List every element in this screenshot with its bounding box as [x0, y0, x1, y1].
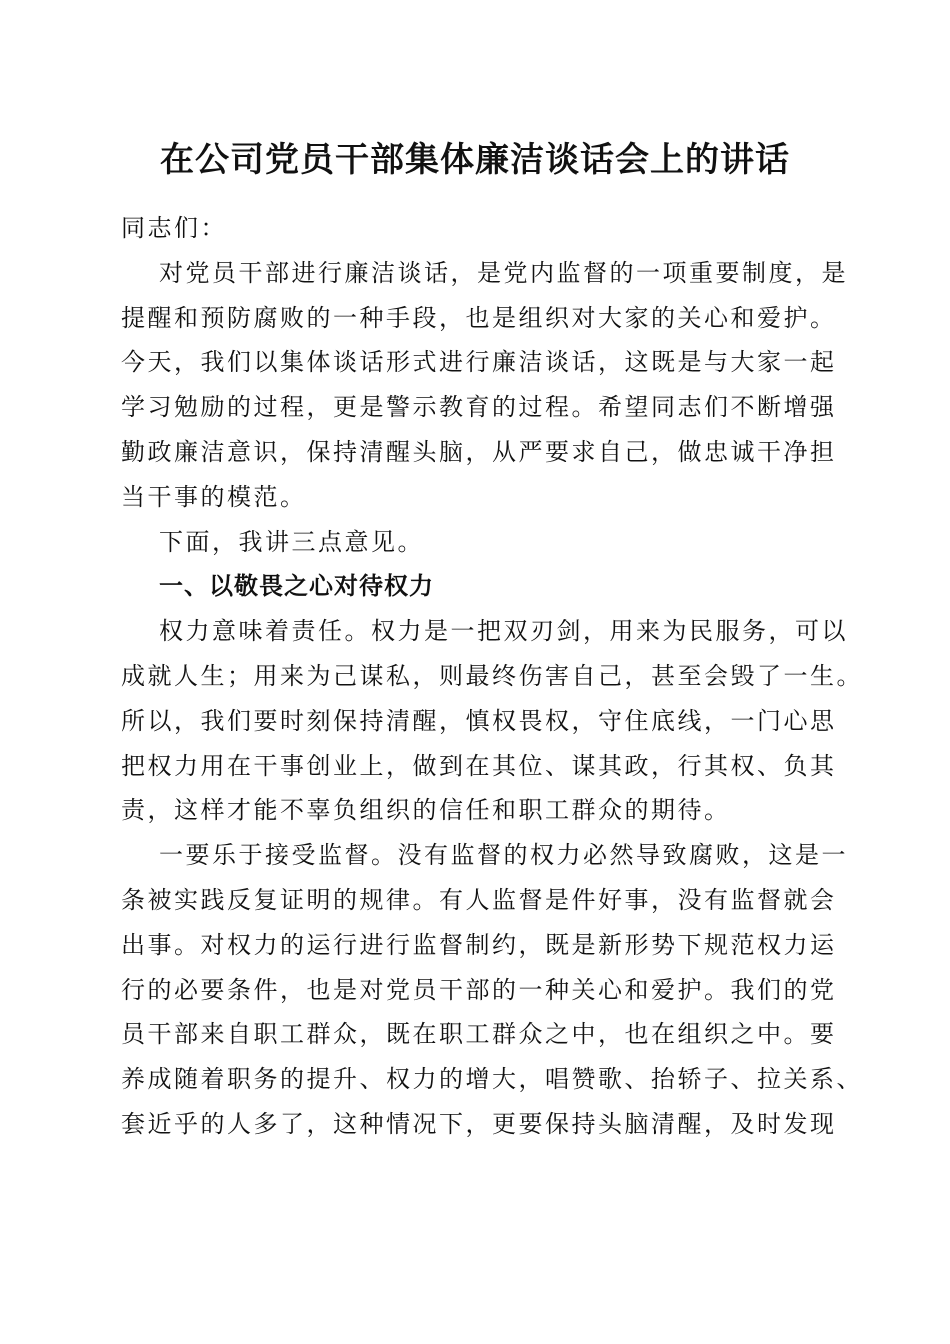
paragraph-line: 行的必要条件，也是对党员干部的一种关心和爱护。我们的党 [121, 975, 837, 1004]
paragraph-line: 套近乎的人多了，这种情况下，更要保持头脑清醒，及时发现 [121, 1109, 837, 1138]
paragraph-line: 当干事的模范。 [121, 482, 307, 511]
paragraph-line: 条被实践反复证明的规律。有人监督是件好事，没有监督就会 [121, 885, 837, 914]
document-body [121, 206, 863, 1147]
paragraph-line: 学习勉励的过程，更是警示教育的过程。希望同志们不断增强 [121, 393, 837, 422]
document-title: 在公司党员干部集体廉洁谈话会上的讲话 [160, 140, 790, 180]
section-heading: 一、以敬畏之心对待权力 [159, 572, 434, 601]
paragraph-line: 出事。对权力的运行进行监督制约，既是新形势下规范权力运 [121, 930, 837, 959]
salutation: 同志们： [121, 214, 227, 242]
paragraph-line: 一要乐于接受监督。没有监督的权力必然导致腐败，这是一 [159, 841, 848, 870]
paragraph-line: 提醒和预防腐败的一种手段，也是组织对大家的关心和爱护。 [121, 303, 837, 332]
paragraph-line: 养成随着职务的提升、权力的增大，唱赞歌、抬轿子、拉关系、 [121, 1065, 863, 1094]
paragraph-line: 对党员干部进行廉洁谈话，是党内监督的一项重要制度，是 [159, 258, 848, 287]
paragraph-line: 把权力用在干事创业上，做到在其位、谋其政，行其权、负其 [121, 751, 837, 780]
paragraph-line: 员干部来自职工群众，既在职工群众之中，也在组织之中。要 [121, 1020, 837, 1049]
paragraph-line: 成就人生；用来为己谋私，则最终伤害自己，甚至会毁了一生。 [121, 661, 863, 690]
paragraph-line: 勤政廉洁意识，保持清醒头脑，从严要求自己，做忠诚干净担 [121, 437, 837, 466]
paragraph-line: 今天，我们以集体谈话形式进行廉洁谈话，这既是与大家一起 [121, 348, 837, 377]
paragraph-line: 责，这样才能不辜负组织的信任和职工群众的期待。 [121, 796, 731, 825]
paragraph-line: 所以，我们要时刻保持清醒，慎权畏权，守住底线，一门心思 [121, 706, 837, 735]
paragraph-line: 权力意味着责任。权力是一把双刃剑，用来为民服务，可以 [159, 617, 848, 646]
paragraph-line: 下面，我讲三点意见。 [159, 527, 424, 556]
